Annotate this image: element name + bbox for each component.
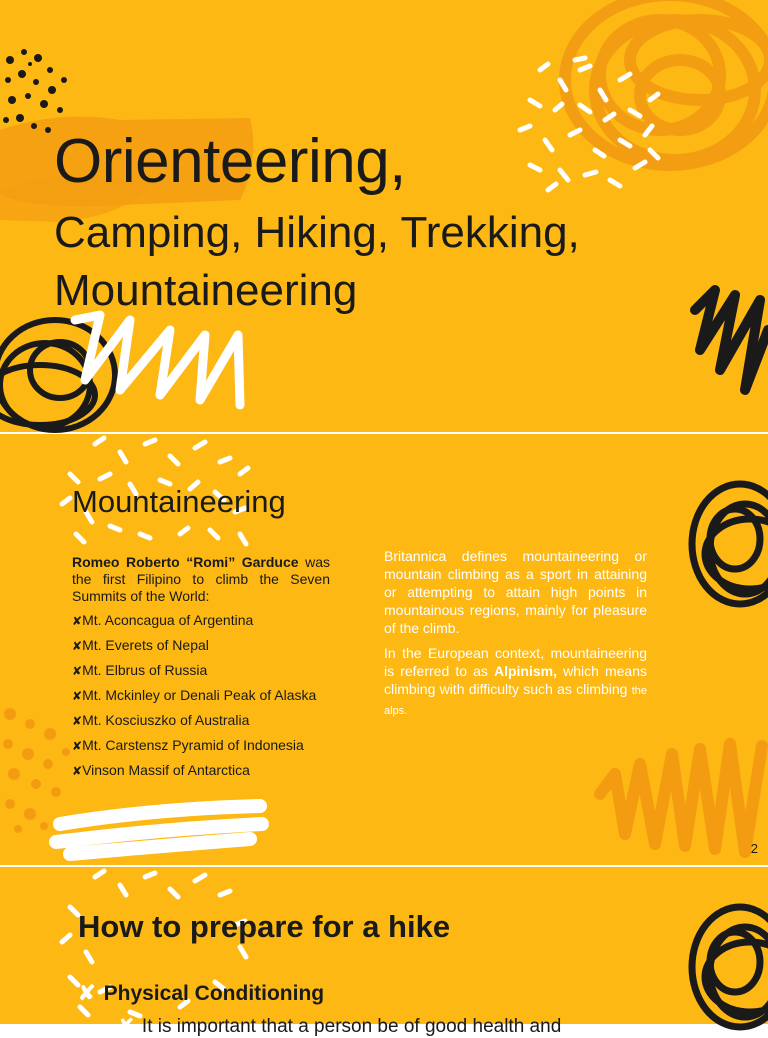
page-number: 2 xyxy=(750,841,758,856)
x-bullet-icon: ✘ xyxy=(72,764,83,778)
list-item xyxy=(72,612,330,630)
section-heading: Mountaineering xyxy=(72,484,286,519)
summit-name: Mt. Mckinley or Denali Peak of Alaska xyxy=(82,687,317,703)
list-item xyxy=(78,981,324,1006)
mountaineering-slide xyxy=(0,434,768,865)
subtitle-line-2: Mountaineering xyxy=(54,266,358,315)
x-bullet-icon: ✘ xyxy=(72,664,83,678)
summit-list xyxy=(72,612,330,780)
summit-name: Vinson Massif of Antarctica xyxy=(82,762,250,778)
list-item xyxy=(118,1015,561,1038)
x-bullet-icon: ✘ xyxy=(72,614,83,628)
list-item xyxy=(72,662,330,680)
alps-text: the alps. xyxy=(384,685,647,717)
left-column xyxy=(72,554,330,787)
list-item xyxy=(72,737,330,755)
european-text: In the European context, mountaineering is referred to as xyxy=(384,645,647,679)
bullet-text: Physical Conditioning xyxy=(103,982,325,1005)
subtitle-line-1: Camping, Hiking, Trekking, xyxy=(54,208,580,257)
list-item xyxy=(72,762,330,780)
summit-name: Mt. Kosciuszko of Australia xyxy=(82,712,250,728)
title-slide xyxy=(0,0,768,432)
slide-title: Orienteering, xyxy=(54,127,406,196)
slide-subtitle xyxy=(54,204,580,320)
section-heading: How to prepare for a hike xyxy=(78,909,451,944)
x-bullet-icon: ✘ xyxy=(72,689,83,703)
right-column xyxy=(384,547,647,727)
climber-name: Romeo Roberto “Romi” Garduce xyxy=(72,554,299,570)
list-item xyxy=(72,687,330,705)
summit-name: Mt. Everets of Nepal xyxy=(82,637,209,653)
european-text-continued: which means climbing with difficulty such as climbing xyxy=(384,663,648,697)
alpinism-term: Alpinism, xyxy=(493,663,557,679)
prepare-hike-slide xyxy=(0,867,768,1037)
x-bullet-icon: ✘ xyxy=(118,1016,134,1037)
list-item xyxy=(72,712,330,730)
summit-name: Mt. Carstensz Pyramid of Indonesia xyxy=(82,737,304,753)
list-item xyxy=(72,637,330,655)
x-bullet-icon: ✘ xyxy=(72,714,83,728)
bullet-text: It is important that a person be of good health and xyxy=(141,1016,562,1037)
intro-paragraph xyxy=(72,554,330,605)
britannica-paragraph: Britannica defines mountaineering or mountain climbing as a sport in attaining or attempting to attain high points in mountainous regions, mainly for pleasure of the climb. xyxy=(384,548,647,636)
intro-text: was the first Filipino to climb the Seven Summits of the World: xyxy=(72,554,330,604)
summit-name: Mt. Elbrus of Russia xyxy=(82,662,208,678)
summit-name: Mt. Aconcagua of Argentina xyxy=(82,612,254,628)
x-bullet-icon: ✘ xyxy=(72,739,83,753)
european-paragraph xyxy=(384,644,647,720)
x-bullet-icon: ✘ xyxy=(72,639,83,653)
x-bullet-icon: ✘ xyxy=(78,982,96,1005)
